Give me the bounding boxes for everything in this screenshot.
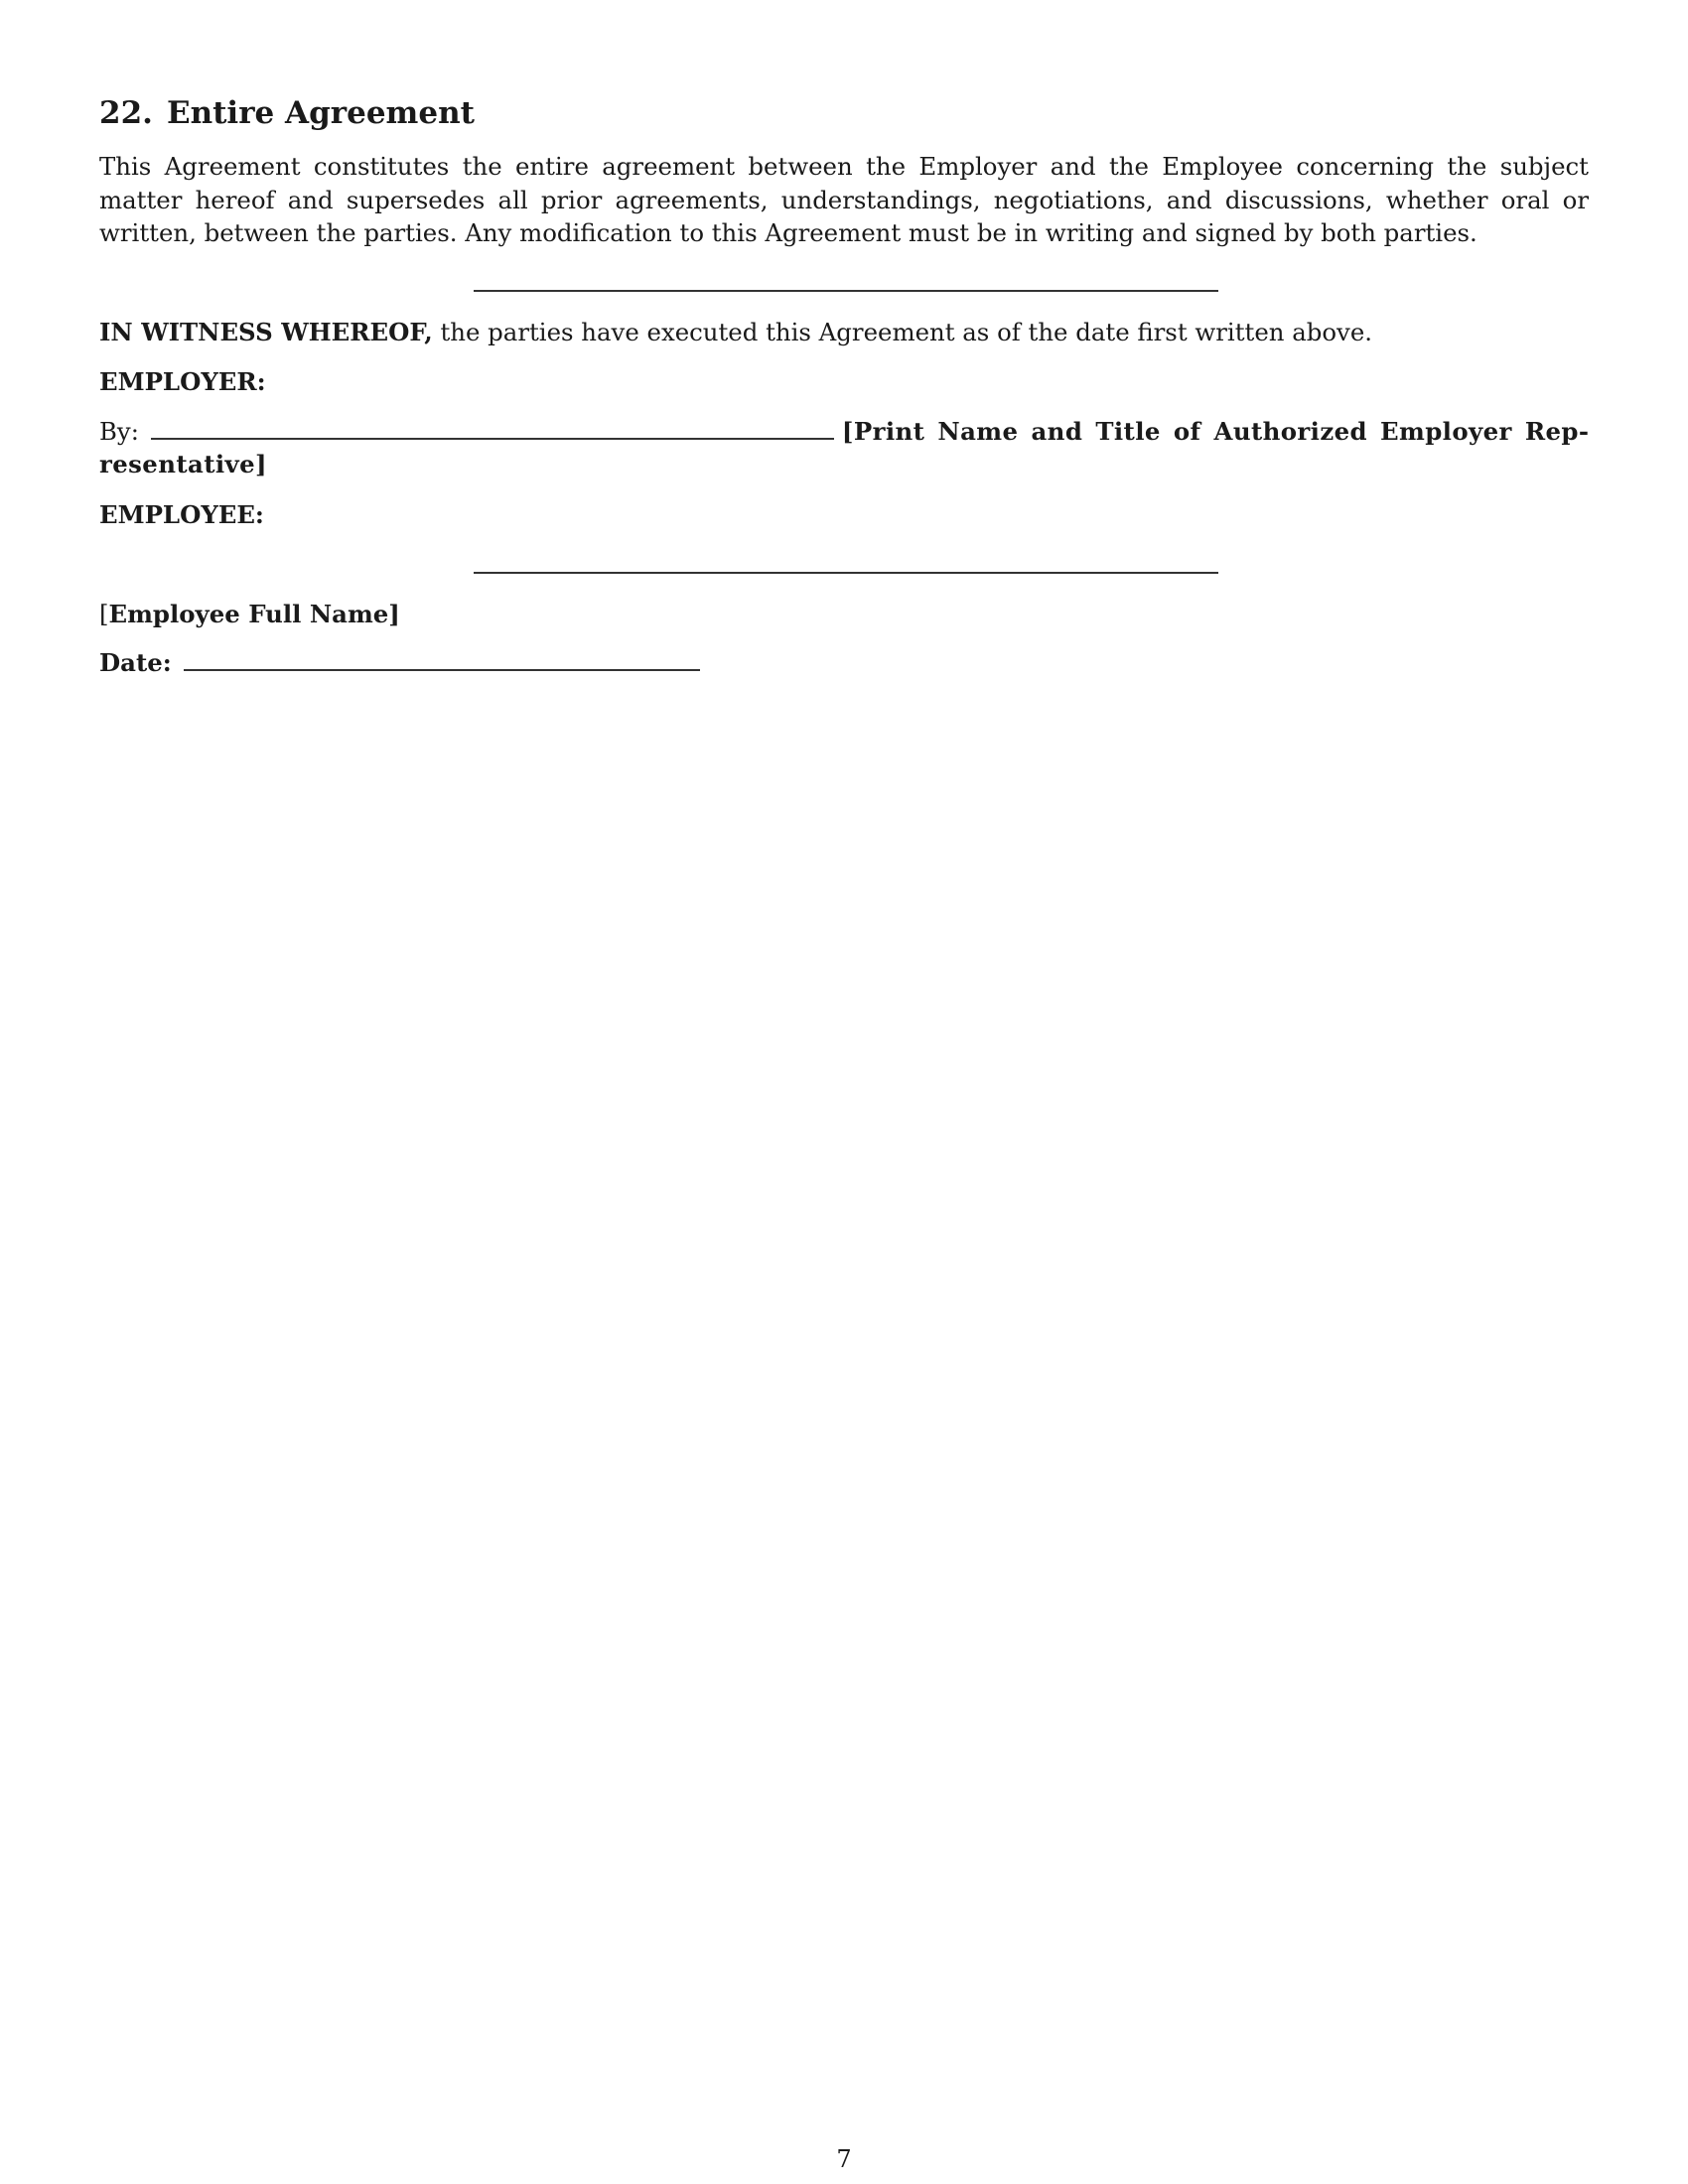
- employee-label: EMPLOYEE:: [99, 500, 264, 529]
- employee-signature-field[interactable]: [474, 572, 1218, 574]
- date-line: [99, 646, 700, 679]
- section-body: This Agreement constitutes the entire agreement between the Employer and the Employee concerning the subject matter hereof and supersedes all prior agreements, understandings, negotiations, and discussions, whether oral or written, between the parties. Any modification to this Agreement must be in writing and signed by both parties.: [99, 152, 1589, 247]
- employer-name-title-placeholder: [Print Name and Title of Authorized Employer Representative]: [99, 417, 1589, 478]
- section-heading: [99, 93, 475, 133]
- date-field[interactable]: [184, 647, 700, 671]
- date-label: Date:: [99, 648, 172, 677]
- separator-rule: [474, 290, 1218, 292]
- employee-name-placeholder: [Employee Full Name]: [99, 600, 400, 628]
- section-number: 22.: [99, 95, 153, 131]
- section-title: Entire Agreement: [166, 95, 475, 131]
- employer-label: EMPLOYER:: [99, 367, 266, 396]
- employer-signature-line: [99, 415, 1589, 480]
- employee-name-text: Employee Full Name]: [108, 600, 400, 628]
- by-label: By:: [99, 417, 139, 446]
- employer-signature-field[interactable]: [151, 416, 834, 440]
- witness-text: the parties have executed this Agreement as of the date first written above.: [432, 318, 1373, 346]
- witness-lead: IN WITNESS WHEREOF,: [99, 318, 433, 346]
- witness-statement: [99, 316, 1372, 348]
- page-number: 7: [836, 2145, 852, 2173]
